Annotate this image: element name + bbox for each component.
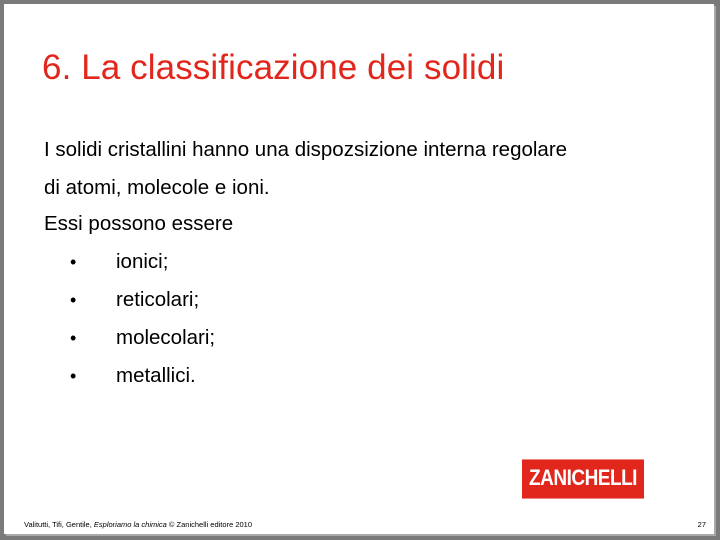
footer-publisher: © Zanichelli editore 2010 — [166, 520, 253, 529]
intro-text: Essi possono essere — [44, 212, 234, 235]
slide — [4, 4, 714, 534]
bullet-icon: • — [70, 366, 77, 386]
list-item-label: metallici. — [116, 364, 196, 387]
footer-authors: Valitutti, Tifi, Gentile, — [24, 520, 94, 529]
bullet-icon: • — [70, 328, 77, 348]
list-item-label: reticolari; — [116, 288, 200, 311]
page-number: 27 — [697, 520, 706, 529]
paragraph-line-1: I solidi cristallini hanno una dispozsizione interna regolare — [44, 138, 568, 161]
footer-book-title: Esploriamo la chimica — [93, 520, 167, 529]
footer-credit — [24, 520, 252, 529]
bullet-icon: • — [70, 290, 77, 310]
paragraph-line-2: di atomi, molecole e ioni. — [44, 176, 270, 199]
list-item-label: ionici; — [116, 250, 169, 273]
bullet-icon: • — [70, 252, 77, 272]
zanichelli-logo: ZANICHELLI — [522, 459, 644, 498]
slide-title: 6. La classificazione dei solidi — [42, 48, 505, 87]
list-item-label: molecolari; — [116, 326, 216, 349]
